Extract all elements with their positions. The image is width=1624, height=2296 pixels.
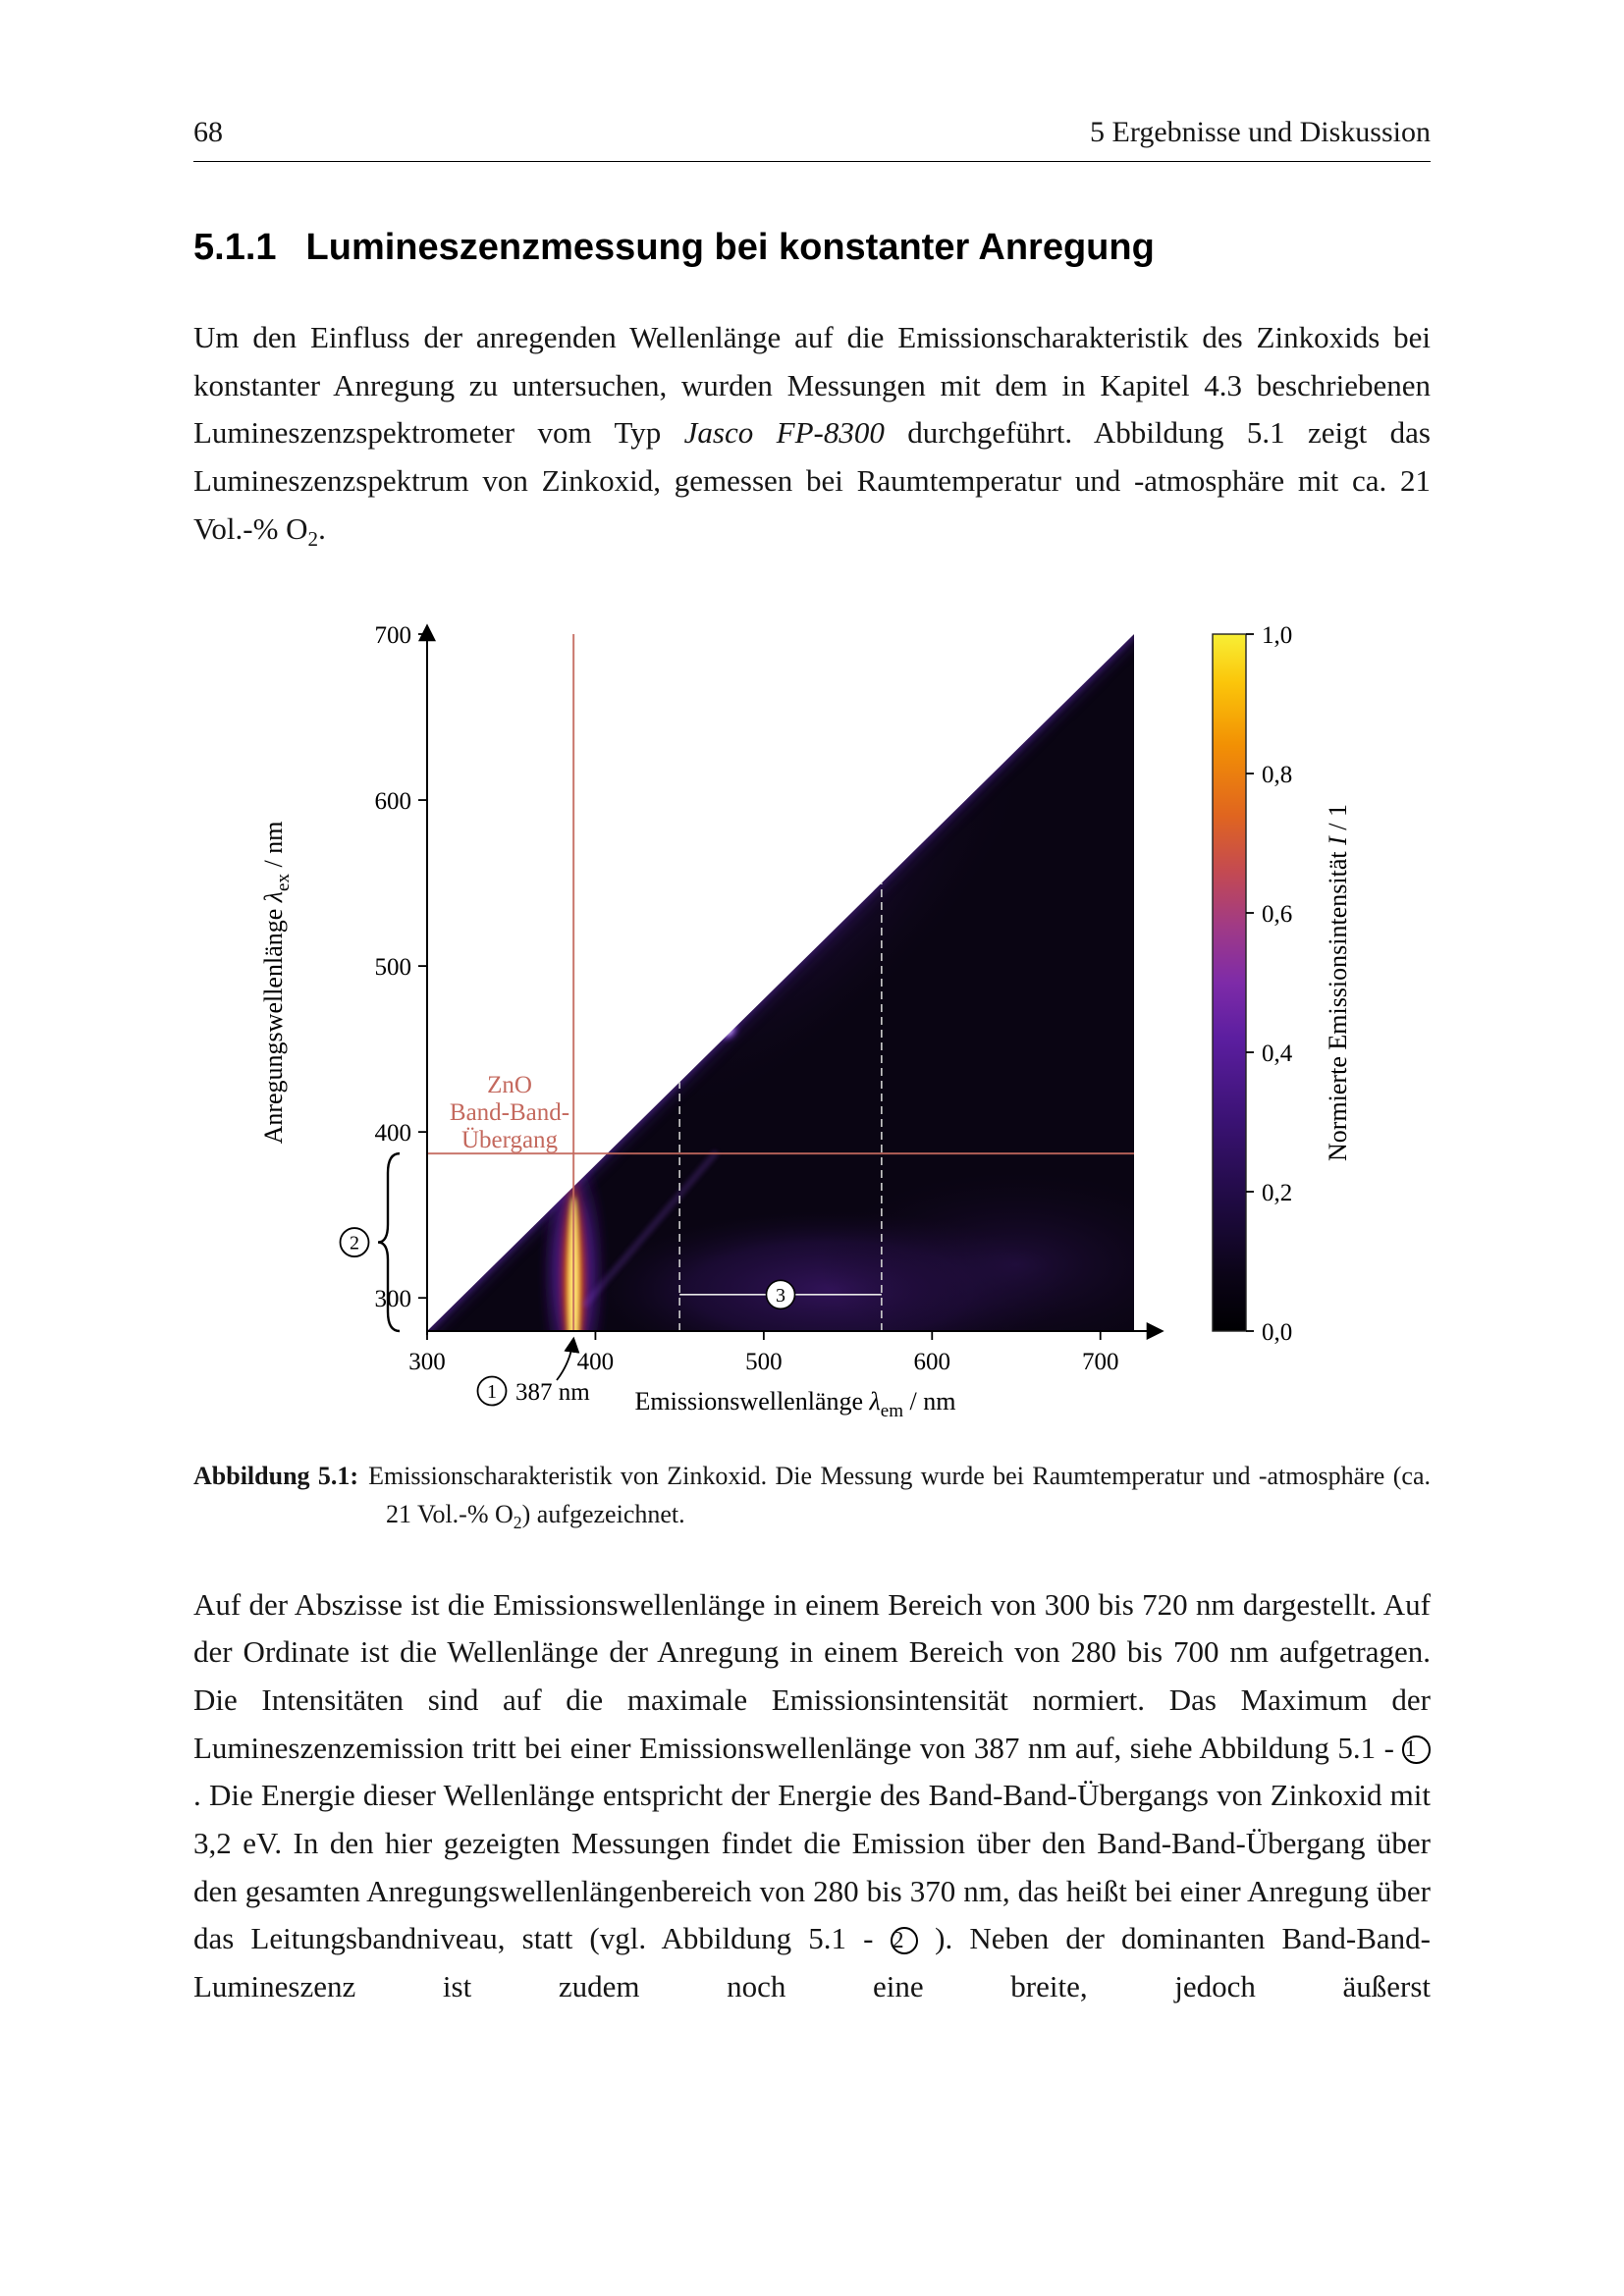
paragraph-2: Auf der Abszisse ist die Emissionswellenlänge in einem Bereich von 300 bis 720 nm dargestellt. Auf der Ordinate ist die Wellenlänge der Anregung in einem Bereich von 280 bis 700 nm aufgetragen. Die Intensitäten sind auf die maximale Emissionsintensität normiert. Das Maximum der Lumineszenzemission tritt bei einer Emissionswellenlänge von 387 nm auf, siehe Abbildung 5.1 - 1 . Die Energie dieser Wellenlänge entspricht der Energie des Band-Band-Übergangs von Zinkoxid mit 3,2 eV. In den hier gezeigten Messungen findet die Emission über den Band-Band-Übergang über den gesamten Anregungswellenlängenbereich von 280 bis 370 nm, das heißt bei einer Anregung über das Leitungsbandniveau, statt (vgl. Abbildung 5.1 - 2 ). Neben der dominanten Band-Band-Lumineszenz ist zudem noch eine breite, jedoch äußerst xyxy=(193,1586,1432,2003)
bright-spot xyxy=(714,1016,739,1041)
svg-text:0,2: 0,2 xyxy=(1261,1179,1292,1206)
colorbar-label: Normierte Emissionsintensität I / 1 xyxy=(1323,803,1352,1161)
svg-text:400: 400 xyxy=(374,1120,411,1148)
page-header xyxy=(193,116,1431,162)
svg-text:600: 600 xyxy=(913,1348,950,1375)
x-axis-label: Emissionswellenlänge $\lambda_{em}$ / nm xyxy=(634,1386,955,1421)
page-number: 68 xyxy=(193,116,223,148)
svg-text:Übergang: Übergang xyxy=(460,1127,558,1154)
svg-text:0,8: 0,8 xyxy=(1261,761,1292,788)
svg-text:3: 3 xyxy=(775,1284,785,1307)
section-heading xyxy=(193,227,1431,269)
marker-1-arrow xyxy=(557,1339,573,1380)
zno-band-band-label xyxy=(449,1072,568,1153)
emission-heatmap-svg xyxy=(231,605,1394,1429)
circled-number: 1 xyxy=(1402,1735,1431,1764)
svg-text:500: 500 xyxy=(744,1348,783,1375)
section-number: 5.1.1 xyxy=(193,227,277,268)
emission-heatmap-chart xyxy=(193,605,1431,1429)
svg-text:700: 700 xyxy=(1081,1348,1118,1375)
section-title: Lumineszenzmessung bei konstanter Anregung xyxy=(305,227,1155,268)
svg-text:0,6: 0,6 xyxy=(1261,900,1292,928)
figure-caption-text: Emissionscharakteristik von Zinkoxid. Die Messung wurde bei Raumtemperatur und -atmosphäre (ca. 21 Vol.-% $O_2$) aufgezeichnet. xyxy=(368,1461,1431,1533)
svg-text:1,0: 1,0 xyxy=(1261,621,1292,649)
x-axis xyxy=(408,1331,1162,1375)
svg-text:Band-Band-: Band-Band- xyxy=(449,1099,569,1127)
paragraph-1: Um den Einfluss der anregenden Wellenlänge auf die Emissionscharakteristik des Zinkoxids bei konstanter Anregung zu untersuchen, wurden Messungen mit dem in Kapitel 4.3 beschriebenen Lumineszenzspektrometer vom Typ Jasco FP-8300 durchgeführt. Abbildung 5.1 zeigt das Lumineszenzspektrum von Zinkoxid, gemessen bei Raumtemperatur und -atmosphäre mit ca. 21 Vol.-% $O_2$. xyxy=(193,320,1431,551)
colorbar xyxy=(1213,622,1352,1346)
marker-1 xyxy=(477,1339,590,1406)
svg-text:2: 2 xyxy=(349,1232,359,1255)
svg-text:400: 400 xyxy=(576,1348,614,1375)
svg-text:ZnO: ZnO xyxy=(486,1072,532,1099)
figure-5-1 xyxy=(193,605,1431,1536)
svg-text:500: 500 xyxy=(374,953,411,981)
svg-text:0,0: 0,0 xyxy=(1261,1318,1292,1346)
running-chapter-title: 5 Ergebnisse und Diskussion xyxy=(1090,116,1431,148)
marker-1-label: 387 nm xyxy=(514,1378,590,1406)
svg-text:1: 1 xyxy=(486,1380,497,1403)
heatmap-data-region xyxy=(427,634,1213,1405)
figure-caption xyxy=(193,1457,1431,1536)
svg-text:600: 600 xyxy=(374,787,411,815)
svg-text:300: 300 xyxy=(374,1286,411,1313)
svg-text:0,4: 0,4 xyxy=(1261,1040,1292,1067)
y-axis xyxy=(374,622,427,1335)
svg-text:300: 300 xyxy=(407,1348,446,1375)
circled-number: 2 xyxy=(891,1927,919,1955)
y-axis-label: Anregungswellenlänge $\lambda_{ex}$ / nm xyxy=(258,821,294,1145)
figure-caption-label: Abbildung 5.1: xyxy=(193,1461,359,1490)
svg-text:700: 700 xyxy=(374,621,411,649)
